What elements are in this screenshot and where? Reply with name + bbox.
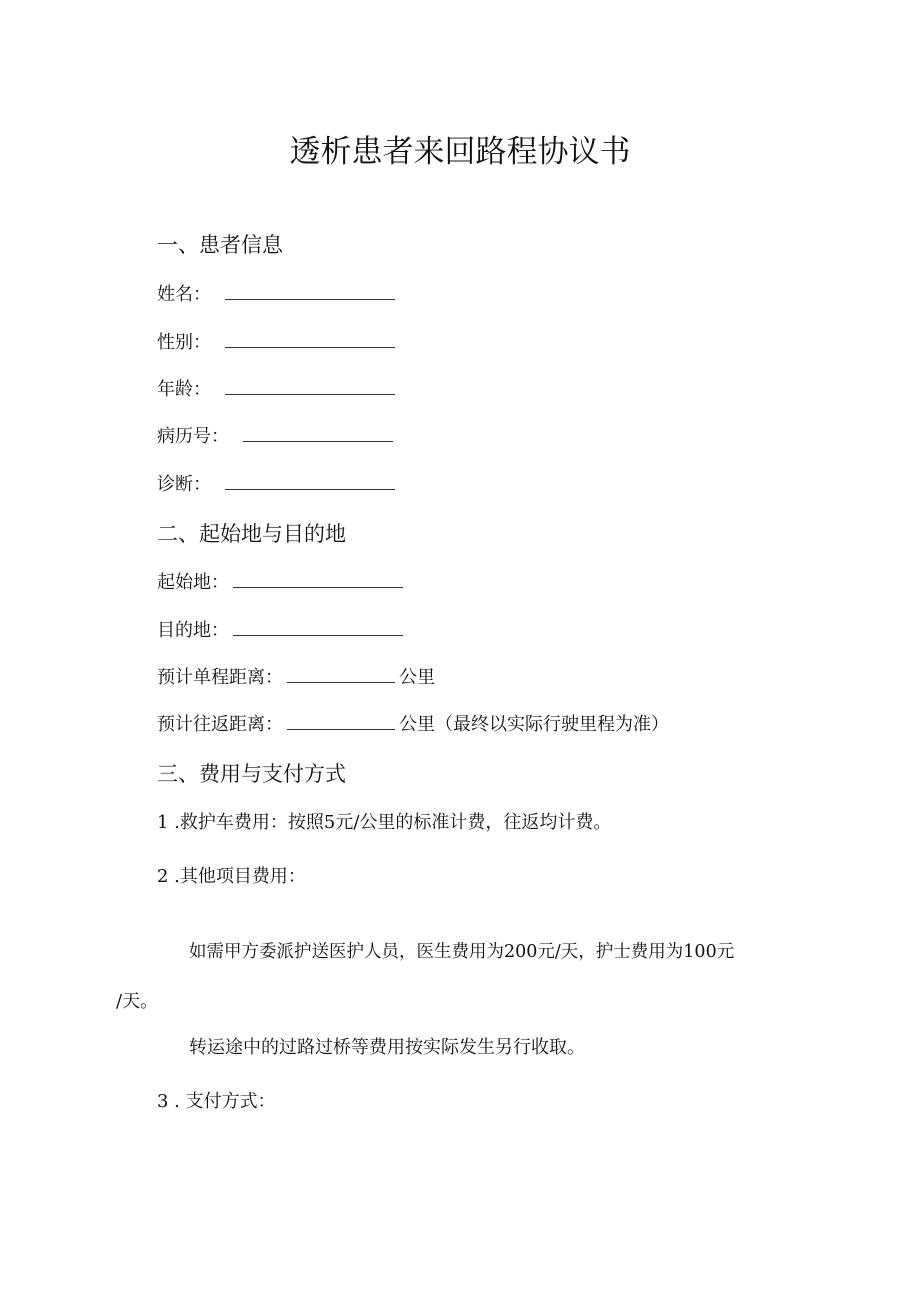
field-record-no-blank[interactable] [243,423,393,442]
fee-paragraph-medical-staff-cont: /天。 [116,991,159,1012]
field-gender-label: 性别： [157,332,211,353]
field-name-blank[interactable] [225,281,395,300]
field-one-way-label: 预计单程距离： [157,667,283,688]
field-age-blank[interactable] [225,376,395,395]
field-diagnosis-blank[interactable] [225,471,395,490]
field-destination-blank[interactable] [233,617,403,636]
document-title: 透析患者来回路程协议书 [289,134,631,170]
field-age-label: 年龄： [157,379,211,400]
fee-item-ambulance: 1 .救护车费用：按照5元/公里的标准计费，往返均计费。 [157,812,612,833]
field-start-blank[interactable] [233,569,403,588]
field-round-trip-blank[interactable] [287,711,395,730]
field-diagnosis [157,470,395,496]
field-one-way-blank[interactable] [287,664,395,683]
fee-paragraph-medical-staff: 如需甲方委派护送医护人员，医生费用为200元/天，护士费用为100元 [189,942,735,962]
section-heading-patient-info: 一、患者信息 [157,233,283,257]
field-one-way-unit: 公里 [399,667,435,688]
field-round-trip-label: 预计往返距离： [157,714,283,735]
section-heading-fees: 三、费用与支付方式 [157,762,346,786]
field-gender-blank[interactable] [225,329,395,348]
field-one-way-distance [157,663,435,689]
field-gender [157,328,395,354]
fee-paragraph-tolls: 转运途中的过路过桥等费用按实际发生另行收取。 [189,1037,585,1058]
field-diagnosis-label: 诊断： [157,474,211,495]
field-destination-label: 目的地： [157,620,229,641]
fee-item-other: 2 .其他项目费用： [157,866,306,887]
field-record-no-label: 病历号： [157,426,229,447]
fee-item-payment-method: 3 . 支付方式： [157,1091,276,1112]
field-round-trip-unit: 公里（最终以实际行驶里程为准） [399,714,669,735]
field-destination [157,616,403,642]
field-start-label: 起始地： [157,572,229,593]
field-name [157,280,395,306]
field-round-trip-distance [157,710,669,736]
section-heading-locations: 二、起始地与目的地 [157,522,346,546]
field-age [157,375,395,401]
field-record-no [157,422,393,448]
field-start [157,568,403,594]
field-name-label: 姓名： [157,284,211,305]
